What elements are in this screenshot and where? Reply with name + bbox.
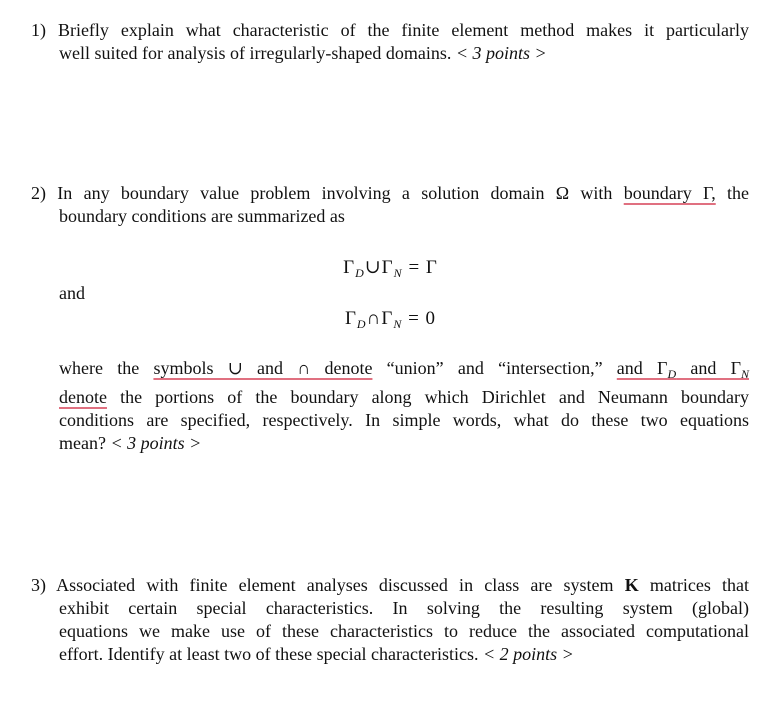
question-2 xyxy=(31,182,749,228)
question-3-number: 3) xyxy=(31,575,46,595)
eq-union-end: = Γ xyxy=(402,257,438,278)
eq-union-gamma: Γ xyxy=(343,257,356,278)
question-1-number: 1) xyxy=(31,20,46,40)
question-2-body-line-4 xyxy=(59,432,749,455)
question-3-line-3 xyxy=(31,620,749,643)
q2-symbols-term: symbols ∪ and ∩ denote xyxy=(153,358,373,378)
question-2-text-c: the xyxy=(715,183,750,203)
question-2-body-line-2 xyxy=(59,386,749,409)
and-label: and xyxy=(59,283,85,303)
eq-union-mid: ∪Γ xyxy=(364,257,394,278)
question-3-points: < 2 points > xyxy=(483,644,574,664)
question-2-body-line-3 xyxy=(59,409,749,432)
eq-int-sub-n: N xyxy=(393,317,403,331)
eq-int-gamma: Γ xyxy=(344,308,357,329)
q2-body-text-a: where the xyxy=(59,358,154,378)
question-2-body-line-1 xyxy=(59,357,749,386)
question-3-line-2 xyxy=(31,597,749,620)
equation-union xyxy=(0,256,781,281)
question-2-line-2 xyxy=(31,205,749,228)
eq-union-sub-d: D xyxy=(355,266,365,280)
question-1-points: < 3 points > xyxy=(455,43,547,63)
question-1-line-1 xyxy=(31,19,749,42)
question-1-line-2 xyxy=(31,42,749,65)
eq-int-sub-d: D xyxy=(356,317,367,331)
question-2-number: 2) xyxy=(31,183,46,203)
question-3-line-4 xyxy=(31,643,749,666)
question-3-text-c: matrices that xyxy=(638,575,749,595)
question-3-text-a: Associated with finite element analyses discussed in class are system xyxy=(56,575,625,595)
eq-int-end: = 0 xyxy=(402,308,437,329)
q2-denote-term: denote xyxy=(59,387,107,407)
question-1-text: Briefly explain what characteristic of the finite element method makes it particularly xyxy=(57,20,749,40)
q2-body-text-2: the portions of the boundary along which Dirichlet and Neumann boundary xyxy=(106,387,749,407)
q2-gamma-n-sub: N xyxy=(740,367,749,381)
q2-body-text-4: mean? xyxy=(59,433,106,453)
question-3-text-2: exhibit certain special characteristics. In solving the resulting system (global) xyxy=(59,598,749,618)
question-3-k-matrix: K xyxy=(624,575,639,595)
question-2-body xyxy=(31,357,749,455)
question-1 xyxy=(31,19,749,65)
eq-int-mid: ∩Γ xyxy=(366,308,394,329)
question-2-boundary-term: boundary Γ, xyxy=(623,183,716,203)
q2-body-text-3: conditions are specified, respectively. In simple words, what do these two equations xyxy=(59,410,749,430)
q2-gamma-d: and Γ xyxy=(616,358,668,378)
equation-intersection xyxy=(0,308,781,332)
question-3-line-1 xyxy=(31,574,749,597)
q2-gamma-terms xyxy=(616,358,749,381)
question-3-text-4: effort. Identify at least two of these special characteristics. xyxy=(59,644,479,664)
eq-union-sub-n: N xyxy=(393,266,403,280)
question-2-text-2: boundary conditions are summarized as xyxy=(59,206,345,226)
question-2-text-a: In any boundary value problem involving a solution domain Ω with xyxy=(57,183,624,203)
question-1-text-2: well suited for analysis of irregularly-shaped domains. xyxy=(59,43,452,63)
q2-body-text-c: “union” and “intersection,” xyxy=(372,358,617,378)
question-2-points: < 3 points > xyxy=(110,433,202,453)
question-3-text-3: equations we make use of these characteristics to reduce the associated computational xyxy=(59,621,749,641)
q2-gamma-d-sub: D xyxy=(667,367,677,381)
question-3 xyxy=(31,574,749,666)
question-2-line-1 xyxy=(31,182,749,205)
q2-gamma-n: and Γ xyxy=(676,358,741,378)
